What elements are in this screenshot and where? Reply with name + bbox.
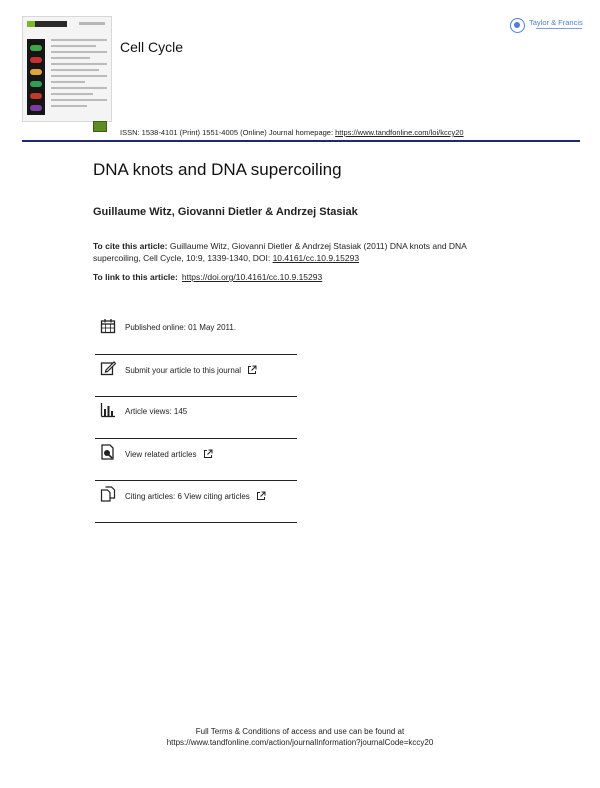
related-articles-link[interactable] [125,449,213,459]
cover-badge-icon [93,121,107,132]
publisher-tagline-line [536,28,582,29]
link-label: To link to this article: [93,272,178,282]
submit-article-link[interactable] [125,365,257,375]
external-link-icon [203,449,213,459]
journal-homepage-link[interactable]: https://www.tandfonline.com/loi/kccy20 [335,128,464,137]
article-views: Article views: 145 [125,407,188,416]
published-date: Published online: 01 May 2011. [125,323,237,332]
publisher-logo[interactable] [510,14,584,42]
cite-label: To cite this article: [93,241,168,251]
article-views-row [95,397,297,439]
external-link-icon [247,365,257,375]
edit-icon [100,360,116,376]
calendar-icon [100,318,116,334]
search-document-icon [100,444,116,460]
journal-cover-thumbnail [22,16,112,122]
doi-link[interactable]: 10.4161/cc.10.9.15293 [272,252,360,263]
article-doi-url-link[interactable]: https://doi.org/10.4161/cc.10.9.15293 [181,272,323,282]
citation-block [93,241,513,264]
publisher-logo-icon [510,18,525,33]
issn-line [120,128,464,137]
header-divider [22,140,580,142]
citing-articles-label: Citing articles: 6 View citing articles [125,492,250,501]
bar-chart-icon [100,402,116,418]
article-title: DNA knots and DNA supercoiling [93,160,342,179]
external-link-icon [256,491,266,501]
article-authors: Guillaume Witz, Giovanni Dietler & Andrzej Stasiak [93,206,358,218]
citing-articles-row[interactable] [95,481,297,523]
footer-terms-link[interactable]: https://www.tandfonline.com/action/journalInformation?journalCode=kccy20 [166,738,434,747]
footer-terms-text: Full Terms & Conditions of access and use can be found at [195,727,405,736]
related-articles-label: View related articles [125,450,197,459]
citing-articles-link[interactable] [125,491,266,501]
related-articles-row[interactable] [95,439,297,481]
submit-article-label: Submit your article to this journal [125,366,242,375]
article-link-line [93,272,322,282]
footer [0,726,600,748]
issn-text: ISSN: 1538-4101 (Print) 1551-4005 (Online) Journal homepage: [120,128,334,137]
publisher-name: Taylor & Francis [529,18,583,27]
published-row [95,313,297,355]
cite-text: Guillaume Witz, Giovanni Dietler & Andrzej Stasiak (2011) DNA knots and DNA supercoiling, Cell Cycle, 10:9, 1339-1340, DOI: [93,241,467,263]
article-info-panel [95,313,297,523]
citing-documents-icon [100,486,116,502]
journal-name[interactable]: Cell Cycle [120,39,184,55]
submit-article-row[interactable] [95,355,297,397]
